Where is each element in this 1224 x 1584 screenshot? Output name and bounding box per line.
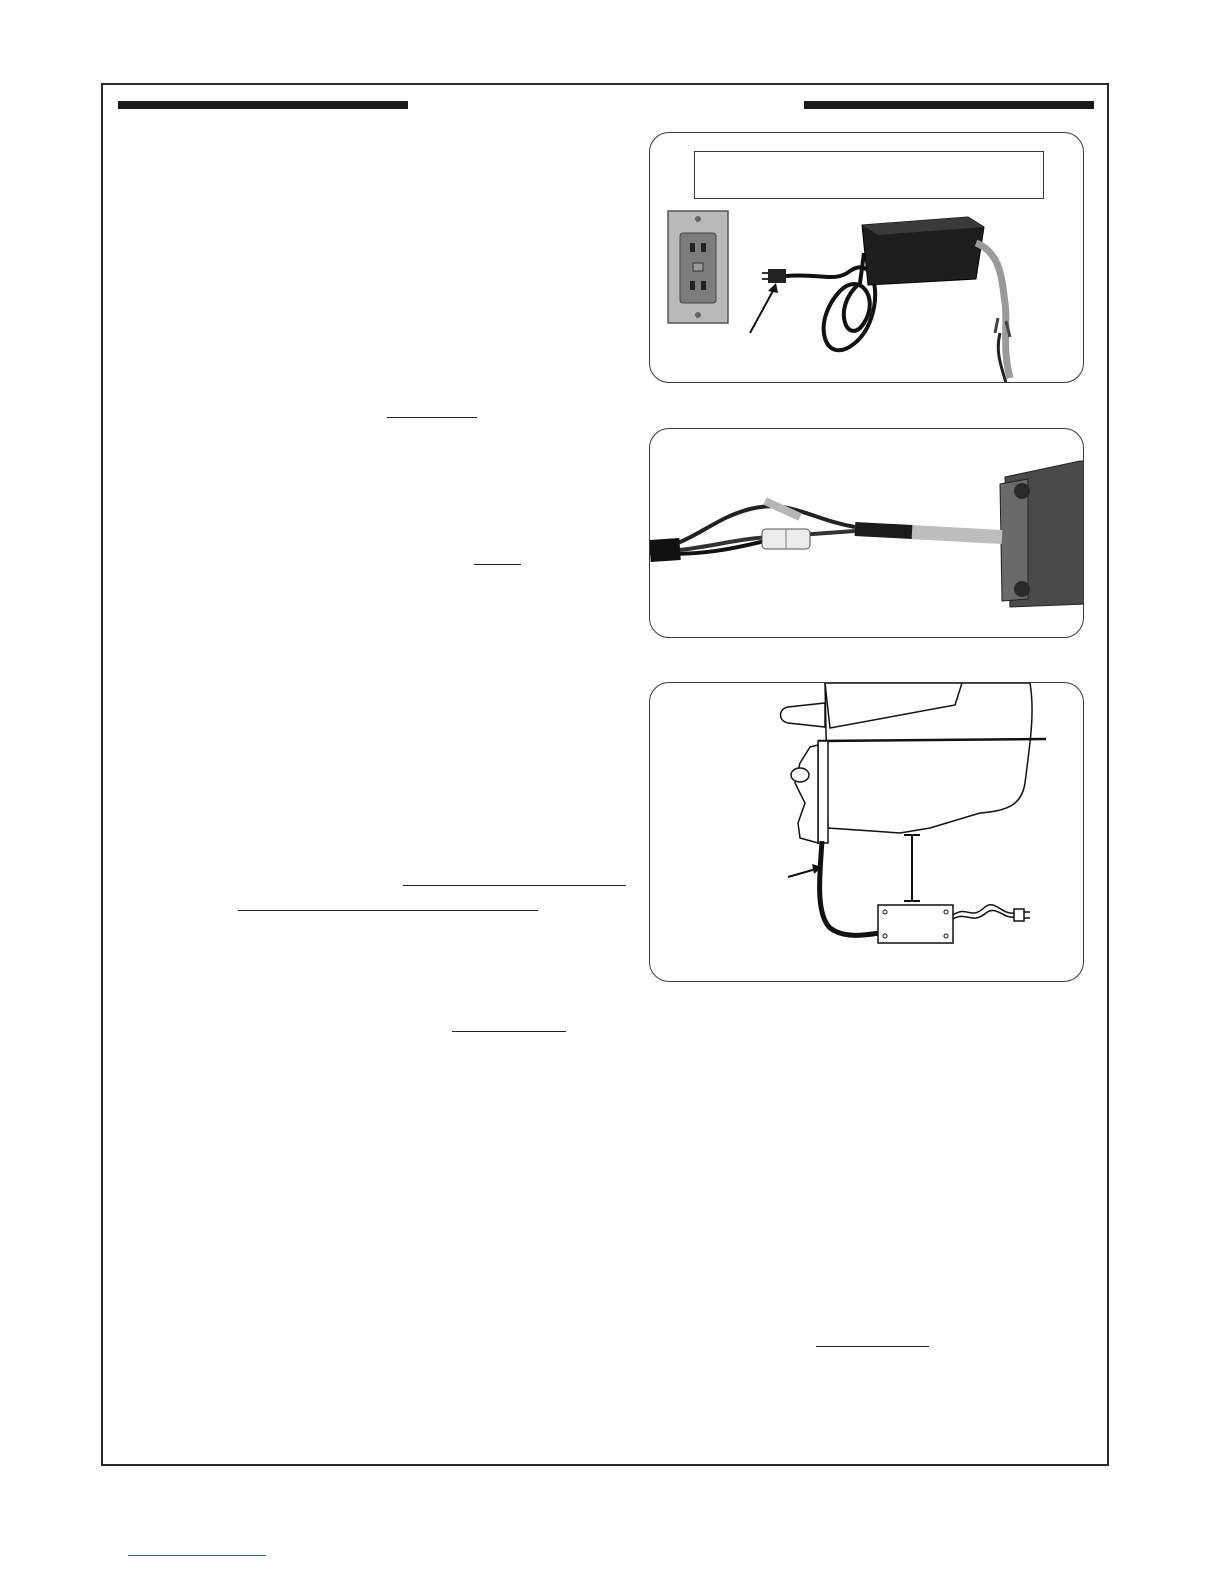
figure-outlet-power-supply xyxy=(649,132,1084,383)
footer-link[interactable] xyxy=(128,1555,266,1556)
header-bar-left xyxy=(118,101,408,109)
header-bar-right xyxy=(804,101,1094,109)
underline-rule xyxy=(816,1346,929,1347)
outlet-power-supply-illustration xyxy=(650,133,1084,383)
underline-rule xyxy=(474,564,521,565)
underline-rule xyxy=(452,1031,566,1032)
wire-connector-illustration xyxy=(650,429,1084,638)
underline-rule xyxy=(238,910,538,911)
underline-rule xyxy=(403,885,626,886)
figure-wire-connector xyxy=(649,428,1084,638)
grill-underside-illustration xyxy=(650,683,1084,982)
figure-grill-underside xyxy=(649,682,1084,982)
underline-rule xyxy=(387,417,477,418)
